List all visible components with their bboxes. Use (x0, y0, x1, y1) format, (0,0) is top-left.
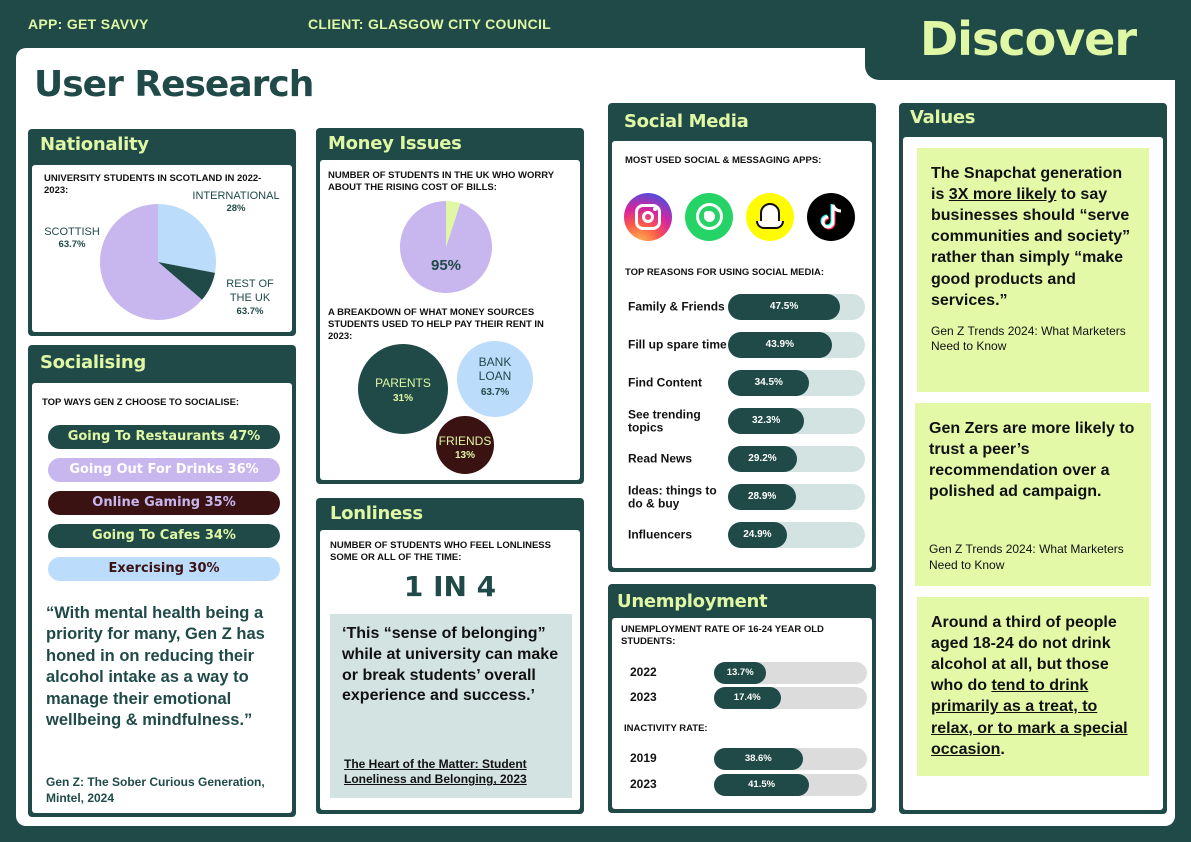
social-reason-bar: 28.9% (728, 484, 796, 510)
social-reason-track (728, 484, 865, 510)
money-caption-bills: NUMBER OF STUDENTS IN THE UK WHO WORRY ABOUT THE RISING COST OF BILLS: (328, 170, 554, 193)
social-reason-label: Fill up spare time (628, 337, 727, 352)
inactivity-year: 2023 (630, 777, 657, 791)
unemployment-bar: 17.4% (714, 687, 781, 709)
social-reason-track (728, 332, 865, 358)
social-reason-bar: 24.9% (728, 522, 787, 548)
socialising-caption: TOP WAYS GEN Z CHOOSE TO SOCIALISE: (42, 397, 240, 408)
social-reason-row (624, 293, 860, 321)
values-heading: Values (910, 107, 976, 128)
unemployment-row (624, 662, 874, 684)
inactivity-track (714, 774, 867, 796)
loneliness-caption: NUMBER OF STUDENTS WHO FEEL LONLINESS SOME OR ALL OF THE TIME: (330, 540, 551, 563)
nationality-label-rest-uk: REST OF THE UK 63.7% (226, 278, 274, 317)
socialise-pill-exercising: Exercising 30% (48, 557, 280, 581)
social-reason-label: See trending topics (628, 407, 701, 434)
social-media-card (608, 103, 876, 572)
socialise-pill-restaurants: Going To Restaurants 47% (48, 425, 280, 449)
nationality-heading: Nationality (40, 134, 149, 155)
inactivity-bar: 38.6% (714, 748, 803, 770)
unemployment-year: 2023 (630, 690, 657, 704)
nationality-label-scottish: SCOTTISH 63.7% (44, 226, 100, 251)
bills-pie-chart (399, 200, 493, 294)
values-card (899, 103, 1167, 814)
unemployment-track (714, 687, 867, 709)
socialise-pill-drinks: Going Out For Drinks 36% (48, 458, 280, 482)
social-reason-track (728, 370, 865, 396)
app-name: APP: GET SAVVY (28, 16, 149, 32)
socialising-heading: Socialising (40, 352, 146, 373)
social-reason-bar: 32.3% (728, 408, 804, 434)
unemployment-card (608, 584, 876, 813)
nationality-caption: UNIVERSITY STUDENTS IN SCOTLAND IN 2022-2023: (44, 173, 262, 196)
social-reason-label: Influencers (628, 527, 693, 542)
money-issues-card (316, 128, 584, 484)
inactivity-year: 2019 (630, 751, 657, 765)
social-reason-track (728, 446, 865, 472)
values-box-alcohol: Around a third of people aged 18-24 do not drink alcohol at all, but those who do tend to drink primarily as a treat, to relax, or to mark a special occasion. (917, 597, 1149, 776)
social-reasons-caption: TOP REASONS FOR USING SOCIAL MEDIA: (625, 267, 824, 278)
social-reason-bar: 29.2% (728, 446, 797, 472)
social-reason-track (728, 408, 865, 434)
social-reason-label: Find Content (628, 375, 702, 390)
money-caption-rent: A BREAKDOWN OF WHAT MONEY SOURCES STUDENTS USED TO HELP PAY THEIR RENT IN 2023: (328, 307, 544, 342)
unemployment-bar: 13.7% (714, 662, 766, 684)
loneliness-heading: Lonliness (330, 503, 423, 524)
social-reason-label: Read News (628, 451, 693, 466)
social-reason-row (624, 483, 860, 511)
social-reason-row (624, 407, 860, 435)
values-box-snapchat-citation: Gen Z Trends 2024: What Marketers Need to Know (931, 323, 1126, 354)
unemployment-row (624, 687, 874, 709)
unemployment-heading: Unemployment (617, 591, 768, 612)
values-box-snapchat: The Snapchat generation is 3X more likely to say businesses should “serve communities and society” rather than simply “make good products and services.” Gen Z Trends 2024: What Marketers Need to Know (917, 148, 1149, 392)
social-reason-bar: 34.5% (728, 370, 809, 396)
inactivity-row (624, 748, 874, 770)
socialising-quote: “With mental health being a priority for many, Gen Z has honed in on reducing their alcohol intake as a way to manage their emotional wellbeing & mindfulness.” (46, 604, 265, 730)
nationality-card (28, 129, 296, 336)
loneliness-stat: 1 IN 4 (403, 570, 497, 603)
inactivity-bar: 41.5% (714, 774, 809, 796)
whatsapp-icon (685, 193, 733, 241)
page-title: User Research (34, 64, 314, 105)
snapchat-icon (746, 193, 794, 241)
rent-bubble-bank-loan: BANK LOAN 63.7% (457, 341, 533, 417)
unemployment-track (714, 662, 867, 684)
unemployment-caption: UNEMPLOYMENT RATE OF 16-24 YEAR OLD STUDENTS: (621, 624, 824, 647)
tiktok-icon (807, 193, 855, 241)
social-reason-label: Ideas: things to do & buy (628, 483, 717, 510)
social-reason-row (624, 445, 860, 473)
socialise-pill-gaming: Online Gaming 35% (48, 491, 280, 515)
values-box-peer-trust-citation: Gen Z Trends 2024: What Marketers Need to Know (929, 542, 1124, 572)
social-apps-caption: MOST USED SOCIAL & MESSAGING APPS: (625, 155, 822, 166)
social-reason-bar: 43.9% (728, 332, 832, 358)
nationality-label-international: INTERNATIONAL 28% (192, 190, 280, 215)
rent-bubble-parents: PARENTS 31% (358, 344, 448, 434)
social-reason-row (624, 369, 860, 397)
socialising-card (28, 345, 296, 817)
bills-pie-value: 95% (430, 257, 462, 274)
unemployment-year: 2022 (630, 665, 657, 679)
social-reason-bar: 47.5% (728, 294, 840, 320)
social-reason-track (728, 294, 865, 320)
social-reason-row (624, 331, 860, 359)
loneliness-quote: ‘This “sense of belonging” while at university can make or break students’ overall experience and success.’ (342, 625, 559, 705)
inactivity-row (624, 774, 874, 796)
instagram-icon (624, 193, 672, 241)
socialise-pill-cafes: Going To Cafes 34% (48, 524, 280, 548)
socialising-citation: Gen Z: The Sober Curious Generation, Mintel, 2024 (46, 775, 265, 805)
social-reason-label: Family & Friends (628, 299, 725, 314)
social-reason-track (728, 522, 865, 548)
loneliness-quote-box (330, 614, 572, 798)
nationality-pie-chart (98, 202, 218, 322)
section-title: Discover (920, 12, 1137, 66)
inactivity-track (714, 748, 867, 770)
social-media-heading: Social Media (624, 111, 749, 132)
loneliness-card (316, 498, 584, 814)
client-name: CLIENT: GLASGOW CITY COUNCIL (308, 16, 552, 32)
money-heading: Money Issues (328, 133, 462, 154)
rent-bubble-friends: FRIENDS 13% (436, 416, 494, 474)
social-reason-row (624, 521, 860, 549)
loneliness-citation: The Heart of the Matter: Student Loneliness and Belonging, 2023 (344, 756, 527, 787)
values-box-peer-trust: Gen Zers are more likely to trust a peer’s recommendation over a polished ad campaign. Gen Z Trends 2024: What Marketers Need to Know (915, 403, 1151, 586)
inactivity-caption: INACTIVITY RATE: (624, 723, 708, 734)
